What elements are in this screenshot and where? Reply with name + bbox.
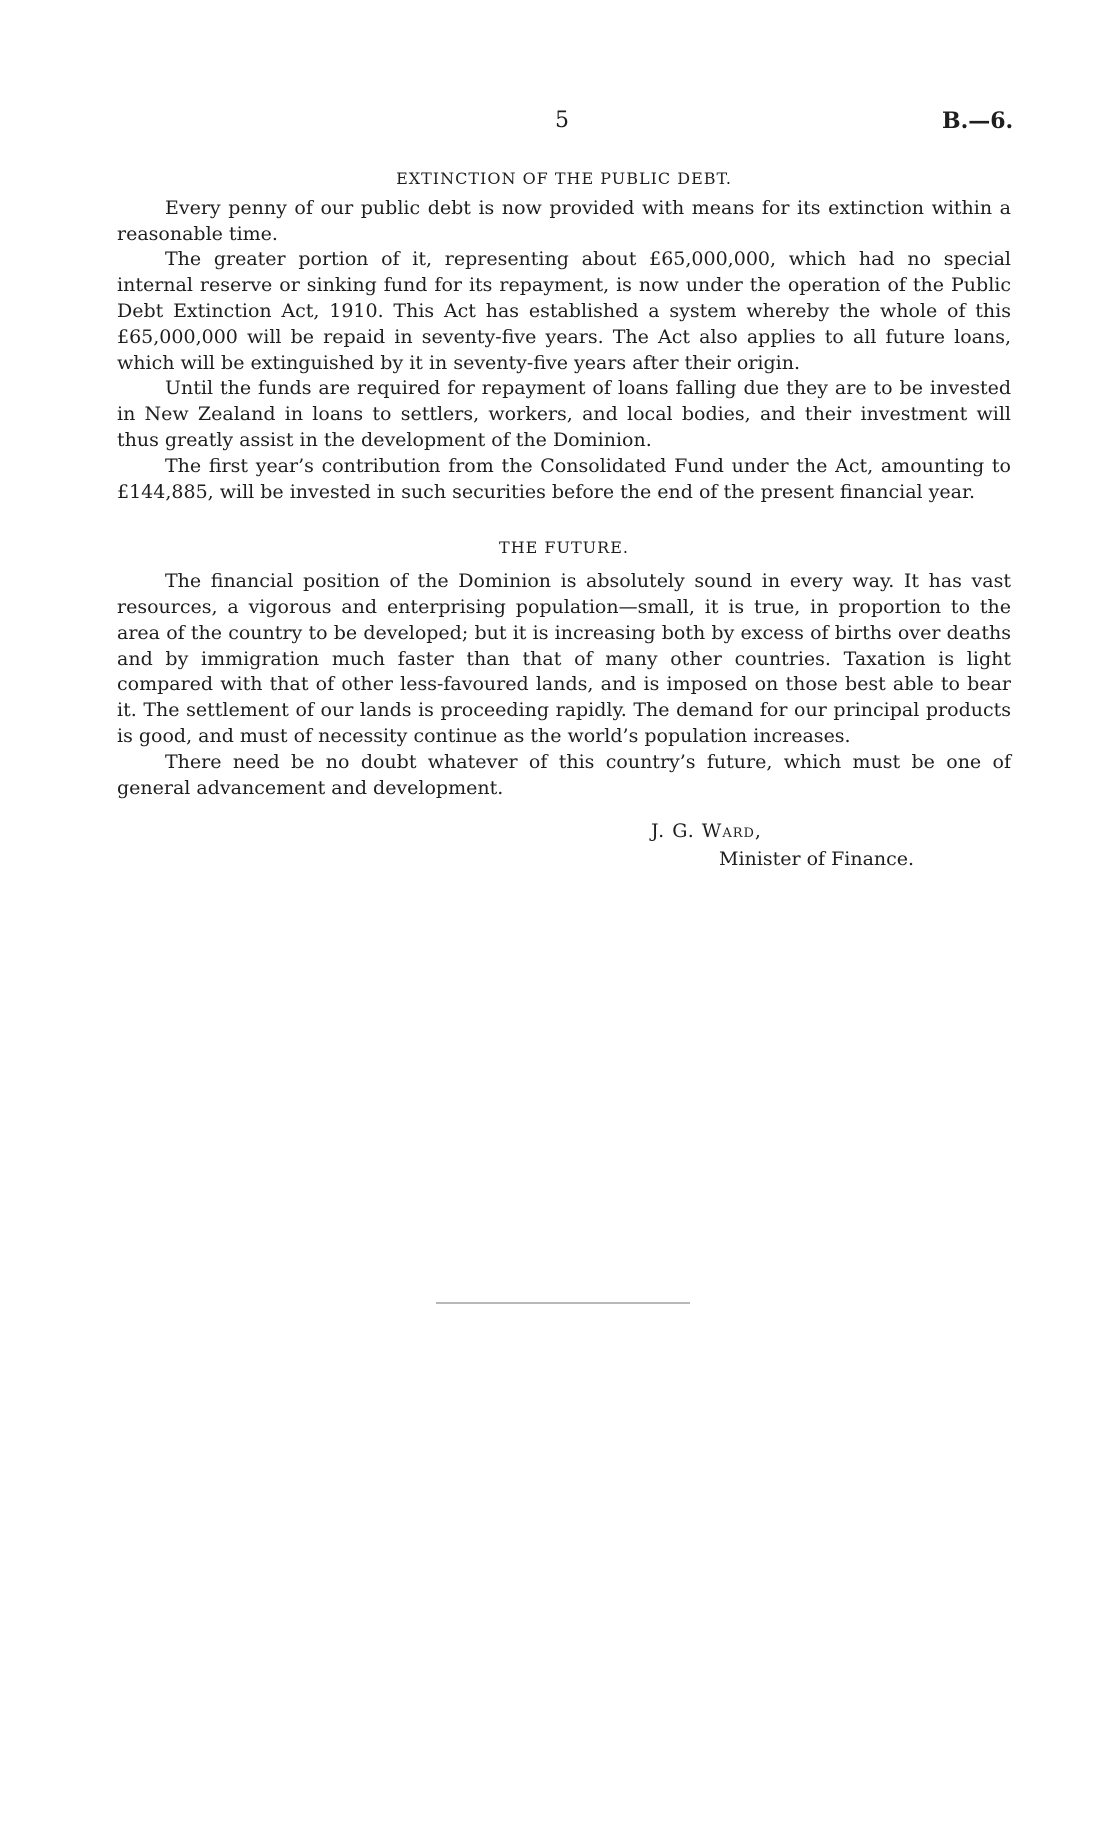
paragraph: The financial position of the Dominion is absolutely sound in every way. It has vast resources, a vigorous and enterprising population—small, it is true, in proportion to the area of the country to be developed; but it is increasing both by excess of births over deaths and by immigration much faster than that of many other countries. Taxation is light compared with that of other less-favoured lands, and is imposed on those best able to bear it. The settlement of our lands is proceeding rapidly. The demand for our principal products is good, and must of necessity continue as the world’s population increases. [117,570,1011,747]
signature-block [651,817,1011,873]
paragraph: The greater portion of it, representing about £65,000,000, which had no special internal reserve or sinking fund for its repayment, is now under the operation of the Public Debt Extinction Act, 1910. This Act has established a system whereby the whole of this £65,000,000 will be repaid in seventy-five years. The Act also applies to all future loans, which will be extinguished by it in seventy-five years after their origin. [117,248,1011,374]
signatory-title: Minister of Finance. [719,848,915,871]
signatory-name: J. G. Ward, [651,820,762,843]
end-rule [436,1302,690,1304]
paragraph: There need be no doubt whatever of this country’s future, which must be one of general advancement and development. [117,750,1011,799]
paragraph: Until the funds are required for repayment of loans falling due they are to be invested in New Zealand in loans to settlers, workers, and local bodies, and their investment will thus greatly assist in the development of the Dominion. [117,377,1011,451]
page-number: 5 [555,108,569,133]
document-reference: B.—6. [942,108,1014,134]
document-body [117,166,1011,873]
section-heading-debt-extinction: EXTINCTION OF THE PUBLIC DEBT. [396,169,732,188]
section-heading-future: THE FUTURE. [499,538,629,558]
paragraph: Every penny of our public debt is now provided with means for its extinction within a reasonable time. [117,196,1011,245]
paragraph: The first year’s contribution from the Consolidated Fund under the Act, amounting to £144,885, will be invested in such securities before the end of the present financial year. [117,454,1011,503]
